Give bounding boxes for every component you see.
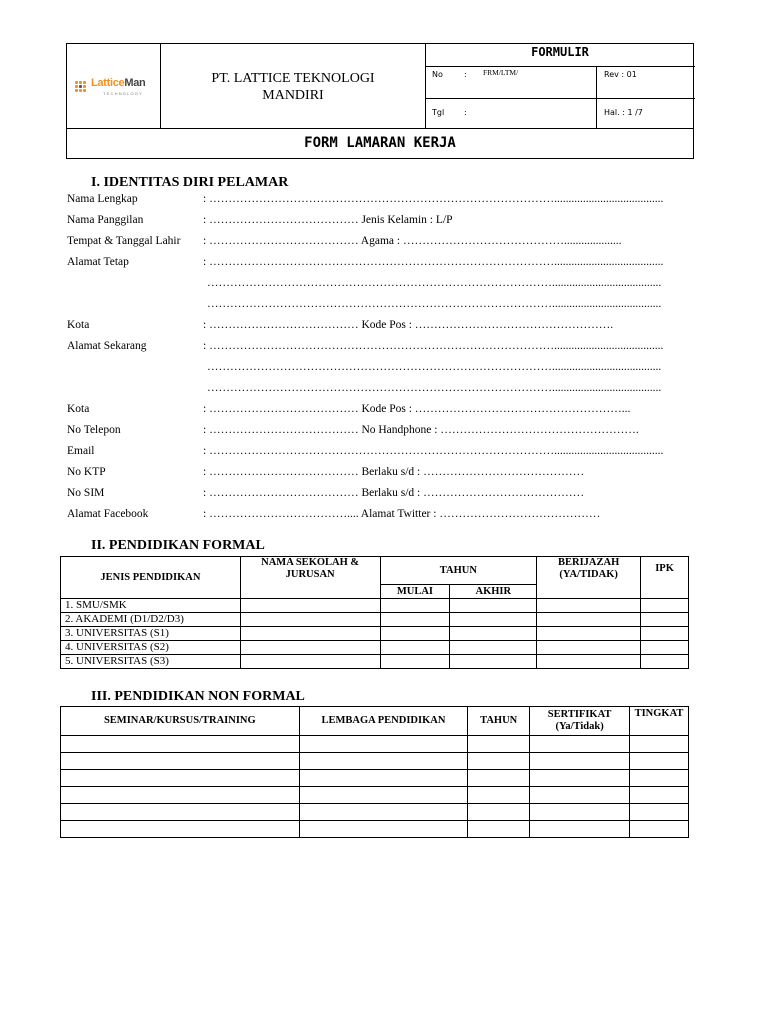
table-row bbox=[61, 804, 689, 821]
table-cell[interactable] bbox=[530, 787, 630, 804]
field-line[interactable]: : ………………………………… No Handphone : ……………………………………………. bbox=[203, 424, 639, 436]
table-cell[interactable] bbox=[468, 753, 530, 770]
field-line[interactable]: : ………………………………… Berlaku s/d : …………………………………… bbox=[203, 466, 585, 478]
field-line[interactable]: : ………………………………………………………………………………...................................... bbox=[203, 445, 664, 457]
nonformal-education-table bbox=[60, 706, 689, 838]
field-label: Nama Lengkap bbox=[67, 193, 138, 205]
section-2-title: II. PENDIDIKAN FORMAL bbox=[91, 538, 265, 553]
field-label: Email bbox=[67, 445, 95, 457]
table-cell[interactable] bbox=[630, 787, 689, 804]
row-label: 5. UNIVERSITAS (S3) bbox=[61, 655, 241, 669]
table-cell[interactable] bbox=[641, 613, 689, 627]
tgl-label: Tgl bbox=[432, 108, 445, 117]
col-header-tahun: TAHUN bbox=[380, 557, 537, 585]
no-label: No bbox=[432, 70, 443, 79]
divider bbox=[160, 44, 161, 129]
company-name bbox=[162, 70, 424, 104]
field-line[interactable]: ………………………………………………………………………………...................................... bbox=[207, 277, 662, 289]
table-cell[interactable] bbox=[630, 736, 689, 753]
table-cell[interactable] bbox=[380, 655, 450, 669]
table-cell[interactable] bbox=[530, 821, 630, 838]
table-cell[interactable] bbox=[450, 641, 537, 655]
col-header-nama: NAMA SEKOLAH & JURUSAN bbox=[240, 557, 380, 599]
field-line[interactable]: ………………………………………………………………………………...................................... bbox=[207, 361, 662, 373]
table-cell[interactable] bbox=[530, 804, 630, 821]
field-line[interactable]: : ……………………………….... Alamat Twitter : …………………………………… bbox=[203, 508, 601, 520]
table-cell[interactable] bbox=[450, 627, 537, 641]
col-header-lembaga: LEMBAGA PENDIDIKAN bbox=[299, 707, 468, 736]
company-logo bbox=[75, 76, 157, 98]
col-header-mulai: MULAI bbox=[380, 585, 450, 599]
field-label: Alamat Facebook bbox=[67, 508, 149, 520]
field-label: No KTP bbox=[67, 466, 106, 478]
table-cell[interactable] bbox=[380, 641, 450, 655]
row-label: 4. UNIVERSITAS (S2) bbox=[61, 641, 241, 655]
table-row bbox=[61, 787, 689, 804]
field-label: Kota bbox=[67, 319, 90, 331]
rev-label: Rev : 01 bbox=[604, 70, 637, 79]
table-cell[interactable] bbox=[61, 804, 300, 821]
table-cell[interactable] bbox=[240, 613, 380, 627]
table-cell[interactable] bbox=[299, 736, 468, 753]
table-cell[interactable] bbox=[468, 770, 530, 787]
table-cell[interactable] bbox=[299, 804, 468, 821]
hal-label: Hal. : 1 /7 bbox=[604, 108, 643, 117]
table-cell[interactable] bbox=[530, 770, 630, 787]
col-header-sertifikat: SERTIFIKAT (Ya/Tidak) bbox=[530, 707, 630, 736]
col-header-akhir: AKHIR bbox=[450, 585, 537, 599]
table-cell[interactable] bbox=[450, 655, 537, 669]
divider bbox=[425, 66, 695, 67]
table-cell[interactable] bbox=[61, 753, 300, 770]
formulir-title: FORMULIR bbox=[531, 45, 589, 59]
table-row bbox=[61, 599, 689, 613]
table-cell[interactable] bbox=[468, 787, 530, 804]
field-line[interactable]: : ………………………………………………………………………………...................................... bbox=[203, 340, 664, 352]
company-line-1: PT. LATTICE TEKNOLOGI bbox=[211, 71, 375, 86]
table-cell[interactable] bbox=[61, 787, 300, 804]
table-cell[interactable] bbox=[450, 599, 537, 613]
company-line-2: MANDIRI bbox=[262, 88, 324, 103]
col-header-tingkat: TINGKAT bbox=[630, 707, 689, 736]
divider bbox=[425, 98, 695, 99]
field-label: Nama Panggilan bbox=[67, 214, 144, 226]
table-cell[interactable] bbox=[299, 753, 468, 770]
table-cell[interactable] bbox=[299, 770, 468, 787]
table-cell[interactable] bbox=[450, 613, 537, 627]
table-cell[interactable] bbox=[530, 753, 630, 770]
table-cell[interactable] bbox=[537, 641, 641, 655]
table-cell[interactable] bbox=[537, 655, 641, 669]
table-cell[interactable] bbox=[630, 804, 689, 821]
logo-subtext: TECHNOLOGY bbox=[103, 91, 144, 96]
table-cell[interactable] bbox=[641, 627, 689, 641]
field-label: Tempat & Tanggal Lahir bbox=[67, 235, 181, 247]
table-cell[interactable] bbox=[530, 736, 630, 753]
table-cell[interactable] bbox=[240, 627, 380, 641]
field-line[interactable]: : ………………………………… Kode Pos : ……………………………………………. bbox=[203, 319, 614, 331]
table-cell[interactable] bbox=[61, 770, 300, 787]
table-cell[interactable] bbox=[641, 655, 689, 669]
col-header-jenis: JENIS PENDIDIKAN bbox=[61, 557, 241, 599]
logo-mark-icon bbox=[75, 79, 89, 93]
field-line[interactable]: ………………………………………………………………………………...................................... bbox=[207, 382, 662, 394]
table-row bbox=[61, 736, 689, 753]
divider bbox=[67, 128, 693, 129]
field-line[interactable]: : ………………………………………………………………………………...................................... bbox=[203, 193, 664, 205]
table-row bbox=[61, 655, 689, 669]
section-3-title: III. PENDIDIKAN NON FORMAL bbox=[91, 689, 305, 704]
table-cell[interactable] bbox=[630, 770, 689, 787]
col-header-seminar: SEMINAR/KURSUS/TRAINING bbox=[61, 707, 300, 736]
section-1-title: I. IDENTITAS DIRI PELAMAR bbox=[91, 175, 289, 190]
field-line[interactable]: : ………………………………… Berlaku s/d : …………………………………… bbox=[203, 487, 585, 499]
col-header-ipk: IPK bbox=[641, 557, 689, 599]
row-label: 2. AKADEMI (D1/D2/D3) bbox=[61, 613, 241, 627]
table-row bbox=[61, 613, 689, 627]
table-cell[interactable] bbox=[630, 821, 689, 838]
table-cell[interactable] bbox=[537, 627, 641, 641]
table-cell[interactable] bbox=[468, 804, 530, 821]
field-label: Alamat Tetap bbox=[67, 256, 129, 268]
table-cell[interactable] bbox=[380, 613, 450, 627]
col-header-tahun: TAHUN bbox=[468, 707, 530, 736]
table-cell[interactable] bbox=[380, 599, 450, 613]
table-row bbox=[61, 627, 689, 641]
field-line[interactable]: : ………………………………… Agama : …………………………………….................... bbox=[203, 235, 622, 247]
field-label: Kota bbox=[67, 403, 90, 415]
row-label: 3. UNIVERSITAS (S1) bbox=[61, 627, 241, 641]
table-cell[interactable] bbox=[641, 599, 689, 613]
table-row bbox=[61, 641, 689, 655]
table-cell[interactable] bbox=[537, 613, 641, 627]
table-cell[interactable] bbox=[61, 821, 300, 838]
tgl-colon: : bbox=[464, 108, 467, 117]
logo-text-man: Man bbox=[124, 77, 146, 89]
field-label: Alamat Sekarang bbox=[67, 340, 147, 352]
table-cell[interactable] bbox=[641, 641, 689, 655]
field-line[interactable]: : ………………………………… Jenis Kelamin : L/P bbox=[203, 214, 453, 226]
form-header bbox=[66, 43, 694, 159]
col-header-berijazah: BERIJAZAH (YA/TIDAK) bbox=[537, 557, 641, 599]
formal-education-table bbox=[60, 556, 689, 669]
no-colon: : bbox=[464, 70, 467, 79]
table-cell[interactable] bbox=[468, 736, 530, 753]
field-line[interactable]: : ………………………………… Kode Pos : ………………………………………………... bbox=[203, 403, 631, 415]
form-title: FORM LAMARAN KERJA bbox=[304, 135, 456, 151]
table-row bbox=[61, 770, 689, 787]
table-cell[interactable] bbox=[240, 655, 380, 669]
field-line[interactable]: ………………………………………………………………………………...................................... bbox=[207, 298, 662, 310]
no-value: FRM/LTM/ bbox=[483, 68, 519, 77]
field-line[interactable]: : ………………………………………………………………………………...................................... bbox=[203, 256, 664, 268]
table-cell[interactable] bbox=[299, 821, 468, 838]
logo-text-lattice: Lattice bbox=[91, 77, 125, 89]
table-cell[interactable] bbox=[468, 821, 530, 838]
field-label: No Telepon bbox=[67, 424, 121, 436]
table-cell[interactable] bbox=[537, 599, 641, 613]
field-label: No SIM bbox=[67, 487, 105, 499]
table-cell[interactable] bbox=[380, 627, 450, 641]
row-label: 1. SMU/SMK bbox=[61, 599, 241, 613]
table-row bbox=[61, 821, 689, 838]
table-cell[interactable] bbox=[299, 787, 468, 804]
table-cell[interactable] bbox=[240, 599, 380, 613]
table-cell[interactable] bbox=[61, 736, 300, 753]
table-cell[interactable] bbox=[240, 641, 380, 655]
table-cell[interactable] bbox=[630, 753, 689, 770]
table-row bbox=[61, 753, 689, 770]
